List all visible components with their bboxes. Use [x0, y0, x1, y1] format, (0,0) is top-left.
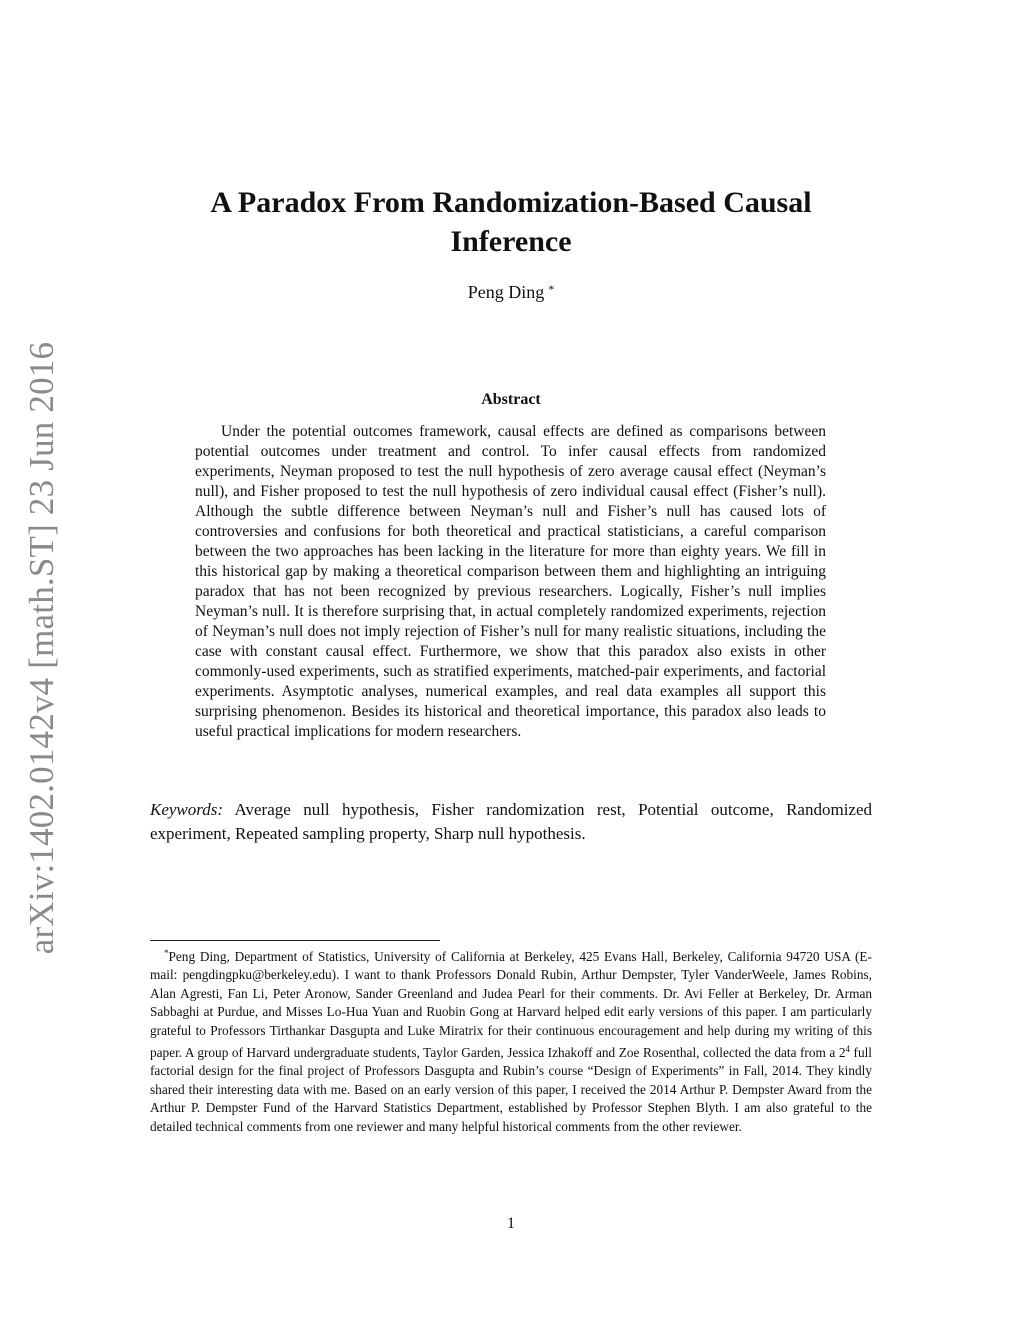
footnote-text-part2: full factorial design for the final project of Professors Dasgupta and Rubin’s course “Design of Experiments” in Fall, 2014. They kindly shared their interesting data with me. Based on an early version of this paper, I received the 2014 Arthur P. Dempster Award from the Arthur P. Dempster Fund of the Harvard Statistics Department, established by Professor Stephen Blyth. I am also grateful to the detailed technical comments from one reviewer and many helpful historical comments from the other reviewer.	[150, 1045, 872, 1134]
page-number: 1	[507, 1215, 515, 1232]
abstract-body: Under the potential outcomes framework, causal effects are defined as comparisons between potential outcomes under treatment and control. To infer causal effects from randomized experiments, Neyman proposed to test the null hypothesis of zero average causal effect (Neyman’s null), and Fisher proposed to test the null hypothesis of zero individual causal effect (Fisher’s null). Although the subtle difference between Neyman’s null and Fisher’s null has caused lots of controversies and confusions for both theoretical and practical statisticians, a careful comparison between the two approaches has been lacking in the literature for more than eighty years. We fill in this historical gap by making a theoretical comparison between them and highlighting an intriguing paradox that has not been recognized by previous researchers. Logically, Fisher’s null implies Neyman’s null. It is therefore surprising that, in actual completely randomized experiments, rejection of Neyman’s null does not imply rejection of Fisher’s null for many realistic situations, including the case with constant causal effect. Furthermore, we show that this paradox also exists in other commonly-used experiments, such as stratified experiments, matched-pair experiments, and factorial experiments. Asymptotic analyses, numerical examples, and real data examples all support this surprising phenomenon. Besides its historical and theoretical importance, this paradox also leads to useful practical implications for modern researchers.	[195, 423, 826, 740]
keywords-label: Keywords:	[150, 800, 224, 819]
author-footnote-mark: *	[548, 282, 555, 296]
author-line	[150, 282, 872, 303]
author-name: Peng Ding	[467, 282, 545, 302]
footnote-rule	[150, 940, 440, 941]
abstract-heading: Abstract	[481, 391, 541, 408]
arxiv-identifier-stamp: arXiv:1402.0142v4 [math.ST] 23 Jun 2016	[22, 341, 61, 955]
footnote-text-part1: Peng Ding, Department of Statistics, University of California at Berkeley, 425 Evans Hall, Berkeley, California 94720 USA (E-mail: pengdingpku@berkeley.edu). I want to thank Professors Donald Rubin, Arthur Dempster, Tyler VanderWeele, James Robins, Alan Agresti, Fan Li, Peter Aronow, Sander Greenland and Judea Pearl for their comments. Dr. Avi Feller at Berkeley, Dr. Arman Sabbaghi at Purdue, and Misses Lo-Hua Yuan and Ruobin Gong at Harvard helped edit early versions of this paper. I am particularly grateful to Professors Tirthankar Dasgupta and Luke Miratrix for their continuous encouragement and help during my writing of this paper. A group of Harvard undergraduate students, Taylor Garden, Jessica Izhakoff and Zoe Rosenthal, collected the data from a 2	[150, 949, 872, 1061]
keywords-paragraph	[150, 798, 872, 846]
footnote-mark: *	[164, 948, 169, 958]
author-footnote	[150, 944, 872, 1136]
footnote-exponent: 4	[845, 1044, 850, 1055]
keywords-text: Average null hypothesis, Fisher randomization rest, Potential outcome, Randomized experiment, Repeated sampling property, Sharp null hypothesis.	[150, 800, 873, 843]
paper-title: A Paradox From Randomization-Based Causal Inference	[210, 186, 812, 258]
